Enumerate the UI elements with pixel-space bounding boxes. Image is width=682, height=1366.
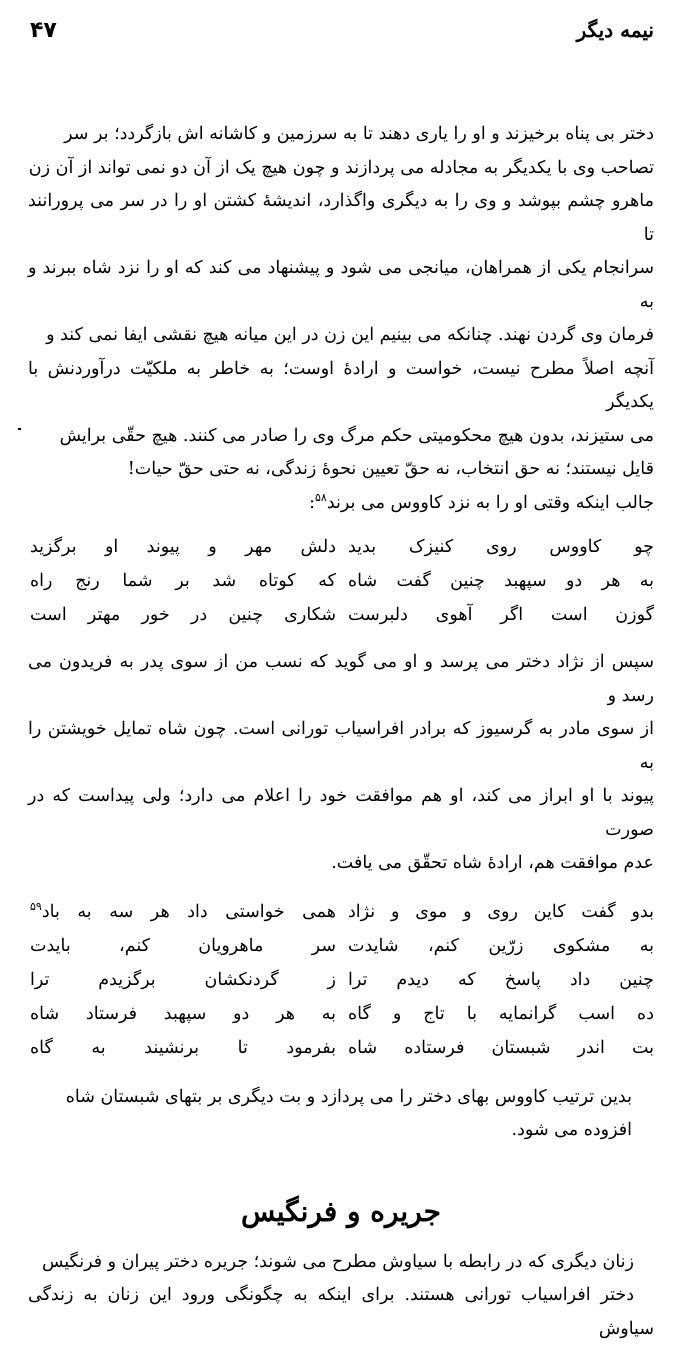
text-line: پیوند با او ابراز می کند، او هم موافقت خود را اعلام می دارد؛ ولی پیداست که در صورت	[28, 786, 654, 840]
hemistich-first: بت اندر شبستان فرستاده شاه	[348, 1037, 654, 1058]
running-title: نیمه دیگر	[576, 18, 654, 42]
hemistich-second: بفرمود تا برنشیند به گاه	[30, 1037, 336, 1058]
hemistich-second: به هر دو سپهبد فرستاد شاه	[30, 1003, 336, 1024]
text-line: فرمان وی گردن نهند. چنانکه می بینیم این زن در این میانه هیچ نقشی ایفا نمی کند و	[46, 325, 654, 345]
page-number: ۴۷	[30, 18, 57, 43]
text-line: سپس از نژاد دختر می پرسد و او می گوید که نسب من از سوی پدر به فریدون می رسد و	[28, 652, 654, 706]
hemistich-second	[28, 900, 336, 924]
text-line: سرانجام یکی از همراهان، میانجی می شود و پیشنهاد می کند که او را نزد شاه ببرند و به	[28, 258, 654, 312]
text-line: دختر افراسیاب تورانی هستند. برای اینکه به چگونگی ورود این زنان به زندگی سیاوش	[28, 1285, 654, 1339]
footnote-ref-58[interactable]: ۵۸	[315, 490, 327, 504]
text-line: زنان دیگری که در رابطه با سیاوش مطرح می شوند؛ جریره دختر پیران و فرنگیس	[41, 1251, 634, 1272]
text-line: عدم موافقت هم، ارادهٔ شاه تحقّق می یافت.	[331, 853, 654, 873]
hemistich-second: دلش مهر و پیوند او برگزید	[30, 537, 336, 557]
margin-mark	[18, 428, 21, 430]
hemistich-first: چو کاووس روی کنیزک بدید	[348, 537, 654, 557]
text-line: دختر بی پناه برخیزند و او را یاری دهند تا به سرزمین و کاشانه اش بازگردد؛ بر سر	[64, 124, 654, 144]
verse-couplet	[28, 530, 654, 564]
section-paragraph	[28, 1246, 654, 1347]
hemistich-second: سر ماهرویان کنم، بایدت	[30, 935, 336, 956]
verse-couplet	[28, 963, 654, 997]
hemistich-second: که کوتاه شد بر شما رنج راه	[30, 571, 336, 591]
hemistich-second: شکاری چنین در خور مهتر است	[30, 605, 336, 625]
text-line: بدین ترتیب کاووس بهای دختر را می پردازد و بت دیگری بر بتهای شبستان شاه	[65, 1086, 632, 1107]
hemistich-first: گوزن است اگر آهوی دلبرست	[348, 605, 654, 625]
colon: :	[309, 492, 316, 513]
footnote-ref-59[interactable]: ۵۹	[30, 899, 42, 913]
hemistich-first: بدو گفت کاین روی و موی و نژاد	[348, 901, 654, 922]
text-line-with-footnote	[28, 487, 654, 521]
hemistich-first: به هر دو سپهبد چنین گفت شاه	[348, 571, 654, 591]
section-heading: جریره و فرنگیس	[241, 1194, 441, 1228]
text-line: افزوده می شود.	[511, 1120, 632, 1140]
text-segment: جالب اینکه وقتی او را به نزد کاووس می برند	[326, 492, 654, 513]
paragraph-2	[28, 646, 654, 881]
text-line: از سوی مادر به گرسیوز که برادر افراسیاب تورانی است. چون شاه تمایل خویشتن را به	[28, 719, 654, 773]
hemistich-first: به مشکوی زرّین کنم، شایدت	[348, 935, 654, 956]
page-header	[28, 18, 654, 48]
verse-couplet	[28, 929, 654, 963]
verse-block-1	[28, 530, 654, 632]
text-line: تصاحب وی با یکدیگر به مجادله می پردازند و چون هیچ یک از آن دو نمی تواند از آن زن	[28, 157, 654, 178]
verse-couplet	[28, 564, 654, 598]
verse-block-2	[28, 895, 654, 1065]
verse-couplet	[28, 997, 654, 1031]
text-line: ماهرو چشم بپوشد و وی را به دیگری واگذارد، اندیشهٔ کشتن او را در سر می پرورانند تا	[28, 191, 654, 245]
hemistich-text: همی خواستی داد هر سه به باد	[41, 901, 336, 922]
text-line: آنچه اصلاً مطرح نیست، خواست و ارادهٔ اوست؛ به خاطر به ملکیّت درآوردنش با یکدیگر	[28, 358, 654, 412]
hemistich-first: ده اسب گرانمایه با تاج و گاه	[348, 1003, 654, 1024]
verse-couplet	[28, 895, 654, 929]
text-line: می ستیزند، بدون هیچ محکومیتی حکم مرگ وی را صادر می کنند. هیچ حقّی برایش	[59, 425, 654, 446]
paragraph-1	[28, 118, 654, 520]
verse-couplet	[28, 598, 654, 632]
hemistich-second: ز گردنکشان برگزیدم ترا	[30, 969, 336, 990]
paragraph-3	[28, 1081, 654, 1148]
text-line: قایل نیستند؛ نه حق انتخاب، نه حقّ تعیین نحوهٔ زندگی، نه حتی حقّ حیات!	[127, 459, 654, 479]
verse-couplet	[28, 1031, 654, 1065]
hemistich-first: چنین داد پاسخ که دیدم ترا	[348, 969, 654, 990]
